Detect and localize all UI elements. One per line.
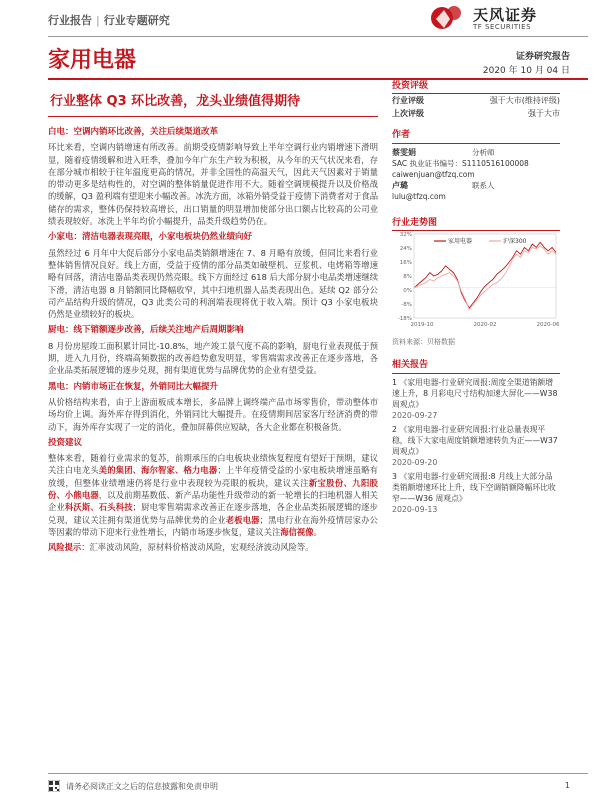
- y-tick-label: 16%: [399, 260, 412, 266]
- series-line-home-appliances: [414, 242, 556, 308]
- report-date: 2020 年 10 月 04 日: [482, 66, 570, 76]
- page-number: 1: [564, 781, 570, 790]
- section-heading-kitchen: 厨电：线下销额逐步改善，后续关注地产后周期影响: [48, 325, 244, 336]
- section-heading-investment: 投资建议: [48, 437, 83, 448]
- stock-highlight: 新宝股份、九阳股份、小熊电器: [48, 477, 378, 501]
- section-text-small-appliances: 虽然经过 6 月年中大促后部分小家电品类销额增速在 7、8 月略有放缓，但同比来看行业整体销售情况良好。线上方面，受益于疫情的部分品类如破壁机、豆浆机、电烤箱等增速略有回落，清洁电器品类表现仍然亮眼。线下方面经过 618 后大部分厨小电品类增速继续下滑，清洁电器 8 月销额同比降幅收窄，其中扫地机器人品类表现出色。延续 Q2 部分公司产品结构升级的情况，Q3 此类公司的利润端表现将优于收入端。预计 Q3 小家电板块仍然是业绩较好的板块。: [48, 247, 378, 320]
- x-tick-label: 2020-06: [536, 322, 560, 328]
- author-role: 分析师: [472, 148, 495, 157]
- sector-title: 家用电器: [48, 48, 137, 73]
- section-text-black-goods: 从价格结构来看，由于上游面板成本增长，多品牌上调终端产品市场零售价，带动整体市场均价上调。海外库存得到消化，外销同比大幅提升。在疫情期间居家客厅经济消费的带动下，海外库存实现了一定的消化，叠加屏幕供应短缺，各大企业都在积极备货。: [48, 396, 378, 432]
- stock-highlight: 美的集团、海尔智家、格力电器: [98, 465, 218, 476]
- rating-row-previous: 上次评级 强于大市: [392, 109, 560, 118]
- header-tag-industry-report: 行业报告: [48, 14, 92, 27]
- x-tick-label: 2019-10: [410, 322, 434, 328]
- header-tag-topic: 行业专题研究: [103, 14, 170, 27]
- report-headline: 行业整体 Q3 环比改善，龙头业绩值得期待: [50, 94, 301, 109]
- legend-label: 家用电器: [448, 238, 473, 245]
- rating-heading: 投资评级: [392, 78, 560, 94]
- stock-highlight: 科沃斯、石头科技: [64, 502, 133, 513]
- y-tick-label: 32%: [399, 232, 412, 238]
- related-report-item[interactable]: 1 《家用电器-行业研究周报:周度全渠道销额增速上升，8 月彩电尺寸结构加速大屏化——W38 周观点》 2020-09-27: [392, 378, 558, 420]
- section-heading-black-goods: 黑电：内销市场正在恢复，外销同比大幅提升: [48, 381, 219, 392]
- y-tick-label: 8%: [403, 274, 412, 280]
- author-heading: 作者: [392, 130, 560, 144]
- author-email[interactable]: caiwenjuan@tfzq.com: [392, 170, 475, 179]
- logo-text: 天风证券: [473, 6, 538, 24]
- contact-email[interactable]: lulu@tfzq.com: [392, 192, 446, 201]
- author-panel: [392, 130, 560, 202]
- x-tick-label: 2020-02: [473, 322, 497, 328]
- section-text-kitchen: 8 月份房屋竣工面积累计同比-10.8%，地产竣工景气度不高的影响，厨电行业表现低于预期，进入九月份，终端高频数据的改善趋势愈发明显，零售端需求改善正在逐步落地，各企业品类拓展逻辑的逐步兑现，拥有渠道优势与品牌优势的企业有望受益。: [48, 340, 378, 376]
- header-divider: [48, 36, 588, 37]
- risk-warning: 风险提示：汇率波动风险，原材料价格波动风险，宏观经济波动风险等。: [48, 542, 314, 553]
- chart-source: 资料来源：贝格数据: [392, 338, 455, 346]
- y-tick-label: -8%: [401, 302, 412, 308]
- section-heading-small-appliances: 小家电：清洁电器表现亮眼，小家电板块仍然业绩向好: [48, 232, 253, 243]
- rating-panel: [392, 78, 560, 120]
- related-panel: [392, 360, 560, 518]
- trend-heading: 行业走势图: [392, 215, 560, 231]
- related-heading: 相关报告: [392, 360, 560, 374]
- related-report-item[interactable]: 2 《家用电器-行业研究周报:行业总量表现平稳，线下大家电周度销额增速转负为正——W37 周观点》 2020-09-20: [392, 425, 558, 467]
- trend-chart: [392, 230, 560, 332]
- stock-highlight: 海信视像: [280, 526, 314, 537]
- y-tick-label: 24%: [399, 246, 412, 252]
- author-name: 蔡雯娟: [392, 148, 416, 157]
- related-report-item[interactable]: 3 《家用电器-行业研究周报:8 月线上大部分品类销额增速环比上升，线下空调销额降幅环比收窄——W36 周观点》 2020-09-13: [392, 472, 556, 514]
- report-type: 证券研究报告: [515, 52, 570, 62]
- section-heading-white-goods: 白电：空调内销环比改善，关注后续渠道改革: [48, 127, 219, 137]
- contact-name: 卢璐: [392, 181, 408, 190]
- logo-subtitle: TF SECURITIES: [473, 23, 532, 31]
- headline-divider: [48, 116, 378, 117]
- legend-label: 沪深300: [503, 238, 527, 245]
- rating-row-industry: 行业评级 强于大市(维持评级): [392, 96, 560, 105]
- stock-highlight: 老板电器: [225, 514, 260, 525]
- qr-code-icon: [48, 780, 60, 792]
- section-text-investment: 整体来看，随着行业需求的复苏，前期承压的白电板块业绩恢复程度有望好于预期，建议关注白电龙头美的集团、海尔智家、格力电器；上半年疫情受益的小家电板块增速虽略有放缓，但整体业绩增速仍将是行业中表现较为亮眼的板块，建议关注新宝股份、九阳股份、小熊电器，以及前期基数低、新产品功能性升级带动的新一轮增长的扫地机器人相关企业科沃斯、石头科技；厨电零售端需求改善正在逐步落地，各企业品类拓展逻辑的逐步兑现，建议关注拥有渠道优势与品牌优势的企业老板电器；黑电行业在海外疫情居家办公等因素的带动下迎来行业性增长，内销市场逐步恢复，建议关注海信视像。: [48, 453, 378, 537]
- series-line-csi300: [414, 246, 556, 310]
- author-license: SAC 执业证书编号：S1110516100008: [392, 159, 529, 168]
- section-text-white-goods: 环比来看，空调内销增速有所改善。前期受疫情影响导致上半年空调行业内销增速下滑明显，随着疫情缓解和进入旺季，叠加今年广东生产较为积极，从今年的天气状况来看，存在部分城市相较于往年温度更高的情况，并非全国性的高温天气，因此天气因素对于销量的带动更多是结构性的，对空调的整体销量促进作用不大。随着空调规模提升以及价格战的缓解，Q3 盈利端有望迎来小幅改善。冰洗方面，冰箱外销受益于疫情下消费者对于食品储存的需求，整体仍保持较高增长，出口销量的明显增加使部分出口额占比较高的公司业绩表现较好。冰洗上半年均价小幅提升，品类升级趋势仍在。: [48, 142, 378, 227]
- trend-heading-wrap: [392, 215, 560, 231]
- header-tags: [48, 12, 170, 28]
- y-tick-label: -18%: [397, 316, 412, 322]
- contact-role: 联系人: [472, 181, 495, 190]
- main-body: [48, 122, 378, 557]
- header-separator: |: [96, 14, 100, 27]
- y-tick-label: 0%: [403, 288, 412, 294]
- risk-heading: 风险提示: [48, 542, 82, 553]
- disclaimer-notice: 请务必阅读正文之后的信息披露和免责申明: [66, 782, 218, 791]
- footer-divider: [48, 773, 588, 774]
